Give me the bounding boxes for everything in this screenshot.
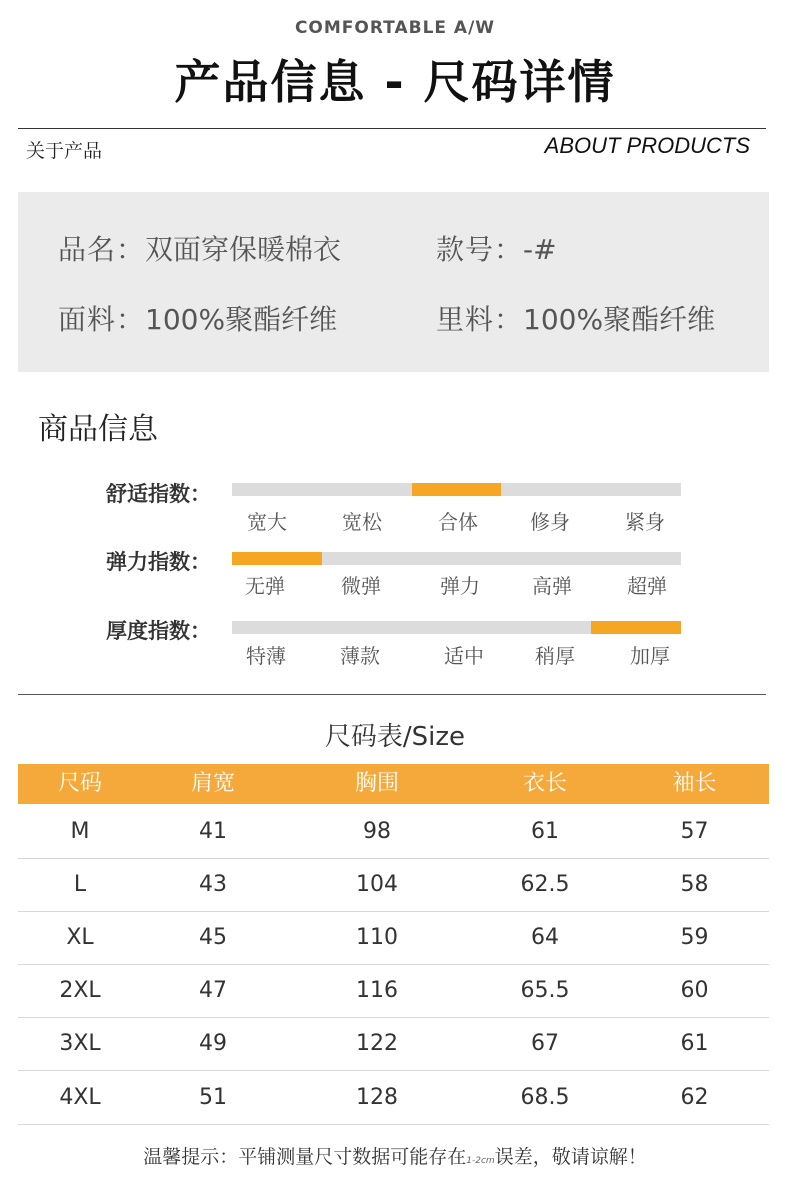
cell-size: 4XL xyxy=(59,1085,101,1110)
cell-sleeve: 59 xyxy=(680,925,709,950)
elasticity-option: 无弹 xyxy=(245,574,285,598)
comfort-index-label: 舒适指数： xyxy=(106,482,211,506)
style-number-row xyxy=(436,228,557,268)
header-size: 尺码 xyxy=(57,771,102,796)
comfort-option: 合体 xyxy=(438,510,478,534)
table-row xyxy=(18,912,769,965)
cell-shoulder: 43 xyxy=(199,872,227,897)
elasticity-option: 弹力 xyxy=(440,574,480,598)
cell-sleeve: 62 xyxy=(680,1085,709,1110)
cell-shoulder: 51 xyxy=(199,1085,227,1110)
style-number-value: -# xyxy=(523,233,557,266)
thickness-option: 加厚 xyxy=(630,644,670,668)
about-products-en: ABOUT PRODUCTS xyxy=(544,133,750,158)
cell-shoulder: 45 xyxy=(199,925,227,950)
comfort-option: 宽大 xyxy=(247,510,287,534)
page-title: 产品信息 - 尺码详情 xyxy=(174,55,616,109)
elasticity-index-fill xyxy=(232,552,322,565)
fabric-value: 100%聚酯纤维 xyxy=(145,303,338,336)
cell-length: 65.5 xyxy=(520,978,570,1003)
cell-chest: 122 xyxy=(356,1031,398,1056)
cell-length: 62.5 xyxy=(520,872,570,897)
thickness-index-fill xyxy=(591,621,681,634)
comfort-index-bar xyxy=(232,483,681,496)
elasticity-option: 高弹 xyxy=(532,574,572,598)
cell-size: 3XL xyxy=(59,1031,101,1056)
comfort-option: 紧身 xyxy=(625,510,665,534)
elasticity-option: 微弹 xyxy=(341,574,381,598)
comfort-option: 宽松 xyxy=(342,510,382,534)
comfort-index-fill xyxy=(412,483,502,496)
cell-chest: 110 xyxy=(356,925,398,950)
cell-size: L xyxy=(73,872,87,897)
cell-size: 2XL xyxy=(59,978,101,1003)
cell-length: 64 xyxy=(531,925,559,950)
about-products-cn: 关于产品 xyxy=(26,140,103,162)
cell-sleeve: 57 xyxy=(680,819,709,844)
cell-sleeve: 58 xyxy=(680,872,709,897)
table-row xyxy=(18,965,769,1018)
lining-label: 里料： xyxy=(436,303,524,336)
thickness-option: 特薄 xyxy=(246,644,286,668)
header-shoulder: 肩宽 xyxy=(190,771,235,796)
cell-length: 61 xyxy=(531,819,559,844)
note-text-post: 误差，敬请谅解！ xyxy=(494,1146,647,1168)
cell-length: 68.5 xyxy=(520,1085,570,1110)
table-row xyxy=(18,859,769,912)
header-length: 衣长 xyxy=(522,771,567,796)
header-divider xyxy=(18,128,766,129)
cell-chest: 98 xyxy=(363,819,391,844)
section-divider xyxy=(18,694,766,695)
cell-chest: 116 xyxy=(356,978,398,1003)
size-table-title: 尺码表/Size xyxy=(324,722,466,752)
lining-value: 100%聚酯纤维 xyxy=(523,303,716,336)
thickness-option: 适中 xyxy=(444,644,484,668)
product-name-value: 双面穿保暖棉衣 xyxy=(145,233,342,266)
table-row xyxy=(18,1072,769,1125)
cell-sleeve: 60 xyxy=(680,978,709,1003)
brand-subtitle: COMFORTABLE A/W xyxy=(294,18,496,38)
product-name-label: 品名： xyxy=(58,233,146,266)
thickness-index-bar xyxy=(232,621,681,634)
thickness-option: 稍厚 xyxy=(535,644,575,668)
header-sleeve: 袖长 xyxy=(672,771,717,796)
note-tolerance: 1-2cm xyxy=(466,1156,495,1166)
header-chest: 胸围 xyxy=(354,771,399,796)
note-text-pre: 温馨提示：平铺测量尺寸数据可能存在 xyxy=(143,1146,467,1168)
cell-chest: 128 xyxy=(356,1085,398,1110)
comfort-option: 修身 xyxy=(530,510,570,534)
fabric-row xyxy=(58,298,337,338)
elasticity-index-bar xyxy=(232,552,681,565)
lining-row xyxy=(436,298,715,338)
table-row xyxy=(18,806,769,859)
fabric-label: 面料： xyxy=(58,303,146,336)
elasticity-option: 超弹 xyxy=(627,574,667,598)
cell-length: 67 xyxy=(531,1031,559,1056)
cell-shoulder: 49 xyxy=(199,1031,227,1056)
style-number-label: 款号： xyxy=(436,233,524,266)
cell-chest: 104 xyxy=(356,872,398,897)
table-row xyxy=(18,1018,769,1071)
goods-info-title: 商品信息 xyxy=(38,412,158,447)
cell-size: XL xyxy=(66,925,94,950)
measurement-note xyxy=(0,1142,790,1169)
thickness-option: 薄款 xyxy=(340,644,380,668)
cell-shoulder: 41 xyxy=(199,819,227,844)
size-table-header xyxy=(18,764,769,804)
elasticity-index-label: 弹力指数： xyxy=(106,550,211,574)
thickness-index-label: 厚度指数： xyxy=(106,619,211,643)
product-name-row xyxy=(58,228,341,268)
cell-size: M xyxy=(70,819,90,844)
cell-shoulder: 47 xyxy=(199,978,227,1003)
product-info-box xyxy=(18,192,769,372)
cell-sleeve: 61 xyxy=(680,1031,709,1056)
